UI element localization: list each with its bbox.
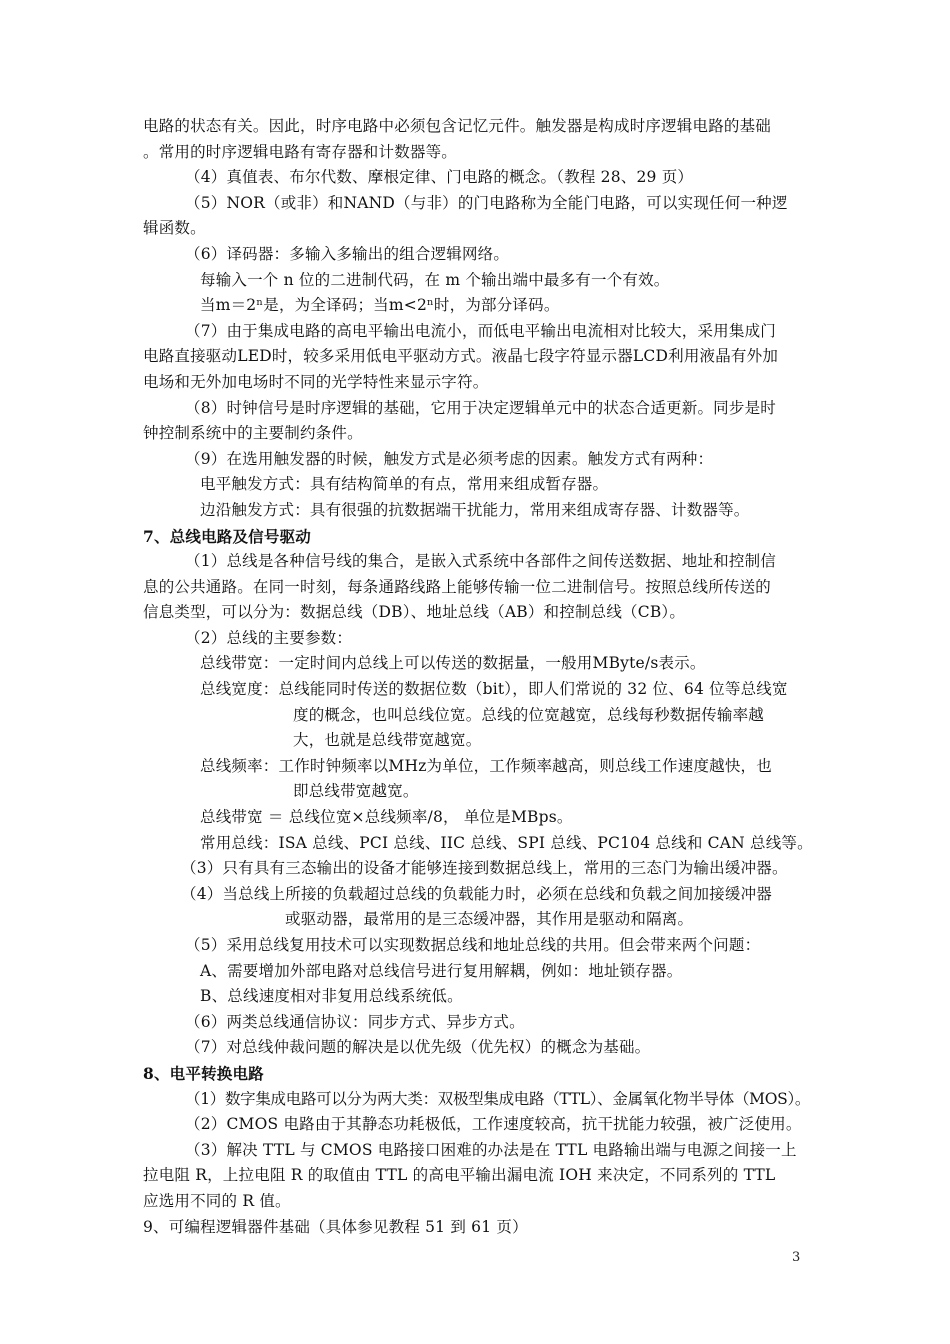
text-line: （3）只有具有三态输出的设备才能够连接到数据总线上，常用的三态门为输出缓冲器。 <box>181 859 788 878</box>
text-line: （2）CMOS 电路由于其静态功耗极低，工作速度较高，抗干扰能力较强，被广泛使用。 <box>185 1115 802 1134</box>
text-line: 度的概念，也叫总线位宽。总线的位宽越宽，总线每秒数据传输率越 <box>293 705 765 724</box>
page-number: 3 <box>792 1250 801 1265</box>
text-line: 总线带宽：一定时间内总线上可以传送的数据量，一般用MByte/s表示。 <box>200 654 706 673</box>
text-line: 辑函数。 <box>143 219 206 238</box>
section-heading: 9、可编程逻辑器件基础（具体参见教程 51 到 61 页） <box>143 1217 528 1236</box>
text-line: 。常用的时序逻辑电路有寄存器和计数器等。 <box>143 142 458 161</box>
text-line: 电场和无外加电场时不同的光学特性来显示字符。 <box>143 372 489 391</box>
text-line: A、需要增加外部电路对总线信号进行复用解耦，例如：地址锁存器。 <box>200 961 683 980</box>
text-line: 应选用不同的 R 值。 <box>143 1191 291 1210</box>
text-line: 电路的状态有关。因此，时序电路中必须包含记忆元件。触发器是构成时序逻辑电路的基础 <box>143 117 772 135</box>
text-line: 或驱动器，最常用的是三态缓冲器，其作用是驱动和隔离。 <box>285 910 694 929</box>
text-line: 信息类型，可以分为：数据总线（DB）、地址总线（AB）和控制总线（CB）。 <box>143 603 686 622</box>
section-heading: 7、总线电路及信号驱动 <box>143 526 311 546</box>
body-text <box>143 114 815 1240</box>
text-line: （4）真值表、布尔代数、摩根定律、门电路的概念。（教程 28、29 页） <box>185 168 694 187</box>
text-line: B、总线速度相对非复用总线系统低。 <box>200 987 463 1006</box>
text-line: 大，也就是总线带宽越宽。 <box>293 731 482 750</box>
text-line: 钟控制系统中的主要制约条件。 <box>143 424 363 443</box>
text-line: （5）NOR（或非）和NAND（与非）的门电路称为全能门电路，可以实现任何一种逻 <box>185 193 788 212</box>
text-line: 总线带宽 ＝ 总线位宽×总线频率/8， 单位是MBps。 <box>200 808 573 827</box>
text-line: 电路直接驱动LED时，较多采用低电平驱动方式。液晶七段字符显示器LCD利用液晶有外加 <box>143 347 779 366</box>
text-line: 拉电阻 R，上拉电阻 R 的取值由 TTL 的高电平输出漏电流 IOH 来决定，不同系列的 TTL <box>143 1166 776 1185</box>
text-line: 当m＝2ⁿ是，为全译码；当m<2ⁿ时，为部分译码。 <box>200 296 560 315</box>
text-line: （1）数字集成电路可以分为两大类：双极型集成电路（TTL）、金属氧化物半导体（MOS）。 <box>185 1089 811 1108</box>
text-line: （6）译码器：多输入多输出的组合逻辑网络。 <box>185 244 510 263</box>
text-line: （7）对总线仲裁问题的解决是以优先级（优先权）的概念为基础。 <box>185 1038 651 1057</box>
text-line: 电平触发方式：具有结构简单的有点，常用来组成暂存器。 <box>200 475 609 494</box>
text-line: 总线频率：工作时钟频率以MHz为单位，工作频率越高，则总线工作速度越快，也 <box>200 756 772 775</box>
text-line: 息的公共通路。在同一时刻，每条通路线路上能够传输一位二进制信号。按照总线所传送的 <box>143 577 772 596</box>
text-line: （6）两类总线通信协议：同步方式、异步方式。 <box>185 1012 525 1031</box>
text-line: （7）由于集成电路的高电平输出电流小，而低电平输出电流相对比较大，采用集成门 <box>185 321 776 340</box>
text-line: （2）总线的主要参数： <box>185 628 353 647</box>
text-line: （3）解决 TTL 与 CMOS 电路接口困难的办法是在 TTL 电路输出端与电源之间接一上 <box>185 1140 797 1159</box>
text-line: （4）当总线上所接的负载超过总线的负载能力时，必须在总线和负载之间加接缓冲器 <box>181 884 772 903</box>
section-heading: 8、电平转换电路 <box>143 1063 264 1083</box>
text-line: （9）在选用触发器的时候，触发方式是必须考虑的因素。触发方式有两种： <box>185 449 714 468</box>
text-line: 总线宽度：总线能同时传送的数据位数（bit），即人们常说的 32 位、64 位等总线宽 <box>200 680 788 699</box>
text-line: （8）时钟信号是时序逻辑的基础，它用于决定逻辑单元中的状态合适更新。同步是时 <box>185 398 776 417</box>
text-line: 边沿触发方式：具有很强的抗数据端干扰能力，常用来组成寄存器、计数器等。 <box>200 500 750 519</box>
text-line: 常用总线：ISA 总线、PCI 总线、IIC 总线、SPI 总线、PC104 总线和 CAN 总线等。 <box>200 833 813 852</box>
text-line: （5）采用总线复用技术可以实现数据总线和地址总线的共用。但会带来两个问题： <box>185 936 761 954</box>
text-line: 每输入一个 n 位的二进制代码，在 m 个输出端中最多有一个有效。 <box>200 270 670 289</box>
text-line: （1）总线是各种信号线的集合，是嵌入式系统中各部件之间传送数据、地址和控制信 <box>185 552 776 571</box>
text-line: 即总线带宽越宽。 <box>293 782 419 801</box>
